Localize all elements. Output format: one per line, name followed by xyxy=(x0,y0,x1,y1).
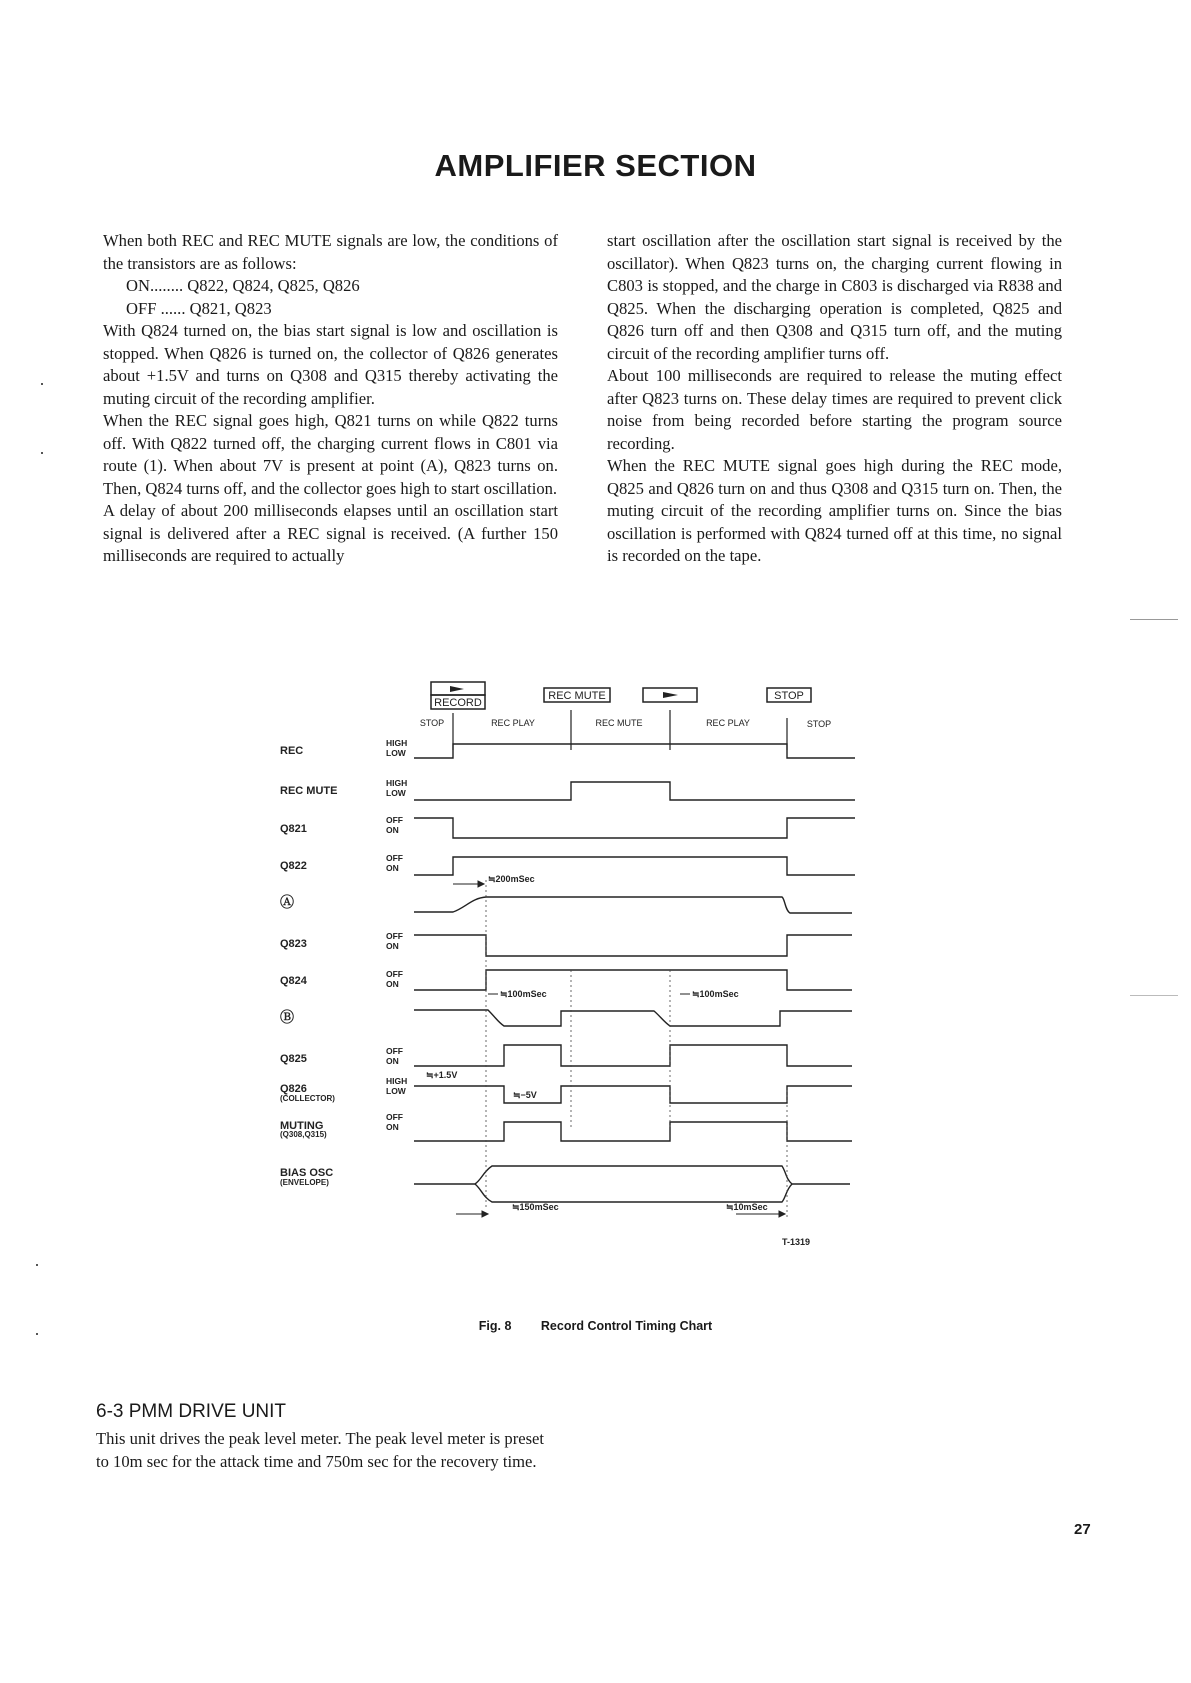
level-label: HIGH xyxy=(386,778,408,788)
wave-point-a xyxy=(414,897,852,913)
paragraph: start oscillation after the oscillation start signal is received by the oscillator). When Q823 turns on, the charging current flowing in C803 is stopped, and the charge in C803 is discharged via R838 and Q825. When the discharging operation is completed, Q825 and Q826 turn off and then Q308 and Q315 turn off, and the muting circuit of the recording amplifier turns off. xyxy=(607,231,1062,363)
waveforms xyxy=(414,744,855,1202)
play-button-box xyxy=(643,688,697,702)
off-list: OFF ...... Q821, Q823 xyxy=(126,298,272,318)
guides xyxy=(486,880,787,1218)
wave-q825 xyxy=(414,1045,852,1066)
paragraph: A delay of about 200 milliseconds elapses until an oscillation start signal is delivered after a REC signal is received. (A further 150 milliseconds are required to actually xyxy=(103,501,558,565)
level-label: HIGH xyxy=(386,738,408,748)
annotation-plus-1-5v: ≒+1.5V xyxy=(426,1070,458,1080)
stop-button-box xyxy=(767,688,811,702)
stop-label: STOP xyxy=(774,690,804,702)
figure-caption xyxy=(0,1319,1191,1333)
level-label: ON xyxy=(386,863,399,873)
signal-label-rec-mute: REC MUTE xyxy=(280,785,338,797)
level-label: ON xyxy=(386,1122,399,1132)
figure-id: T-1319 xyxy=(782,1237,811,1247)
page-number: 27 xyxy=(1074,1521,1091,1538)
left-column xyxy=(103,230,558,568)
wave-q824 xyxy=(414,970,852,990)
play-icon xyxy=(450,686,464,692)
phase-label: STOP xyxy=(806,719,832,729)
scan-mark xyxy=(1130,619,1178,620)
annotation-150msec: ≒150mSec xyxy=(512,1202,559,1212)
right-column xyxy=(607,230,1062,568)
level-label: OFF xyxy=(386,931,403,941)
wave-bias-osc-lower xyxy=(475,1184,792,1202)
rec-mute-button-box xyxy=(544,688,610,702)
level-label: LOW xyxy=(386,788,406,798)
section-body: This unit drives the peak level meter. The peak level meter is preset to 10m sec for the attack time and 750m sec for the recovery time. xyxy=(96,1429,545,1471)
level-label: OFF xyxy=(386,1046,403,1056)
scan-mark xyxy=(1130,995,1178,996)
figure-number: Fig. 8 xyxy=(478,1319,512,1333)
record-label: RECORD xyxy=(434,697,482,709)
page-title: AMPLIFIER SECTION xyxy=(434,148,757,183)
signal-sublabel: (COLLECTOR) xyxy=(280,1094,335,1103)
annotation-100msec: ≒100mSec xyxy=(500,989,547,999)
annotation-10msec: ≒10mSec xyxy=(726,1202,768,1212)
wave-muting xyxy=(414,1122,852,1141)
signal-sublabel: (ENVELOPE) xyxy=(280,1178,329,1187)
paragraph: With Q824 turned on, the bias start signal is low and oscillation is stopped. When Q826 is turned on, the collector of Q826 generates about +1.5V and turns on Q308 and Q315 thereby activating the muting circuit of the recording amplifier. xyxy=(103,321,558,408)
wave-point-b xyxy=(414,1010,852,1026)
paragraph: When both REC and REC MUTE signals are low, the conditions of the transistors are as follows: xyxy=(103,231,558,273)
signal-label-q822: Q822 xyxy=(280,860,307,872)
signal-label-rec: REC xyxy=(280,745,304,757)
level-label: OFF xyxy=(386,1112,403,1122)
level-label: HIGH xyxy=(386,1076,408,1086)
signal-label-q825: Q825 xyxy=(280,1053,307,1065)
wave-q823 xyxy=(414,935,852,956)
wave-bias-osc xyxy=(414,1166,850,1184)
record-button-box xyxy=(431,682,485,709)
section-heading: 6-3 PMM DRIVE UNIT xyxy=(96,1401,287,1422)
level-label: LOW xyxy=(386,748,406,758)
level-label: OFF xyxy=(386,853,403,863)
signal-label-muting: MUTING xyxy=(280,1120,324,1132)
signal-label-q826: Q826 xyxy=(280,1083,307,1095)
level-label: OFF xyxy=(386,969,403,979)
signal-label-q824: Q824 xyxy=(280,975,307,987)
rec-mute-label: REC MUTE xyxy=(548,690,606,702)
signal-label-point-a: Ⓐ xyxy=(280,894,294,910)
phase-label: REC PLAY xyxy=(491,718,535,728)
level-label: ON xyxy=(386,979,399,989)
on-list: ON........ Q822, Q824, Q825, Q826 xyxy=(126,276,360,295)
annotation-100msec: ≒100mSec xyxy=(692,989,739,999)
scan-mark xyxy=(36,1264,38,1266)
level-label: ON xyxy=(386,825,399,835)
level-label: ON xyxy=(386,941,399,951)
level-label: ON xyxy=(386,1056,399,1066)
wave-rec xyxy=(414,744,855,758)
paragraph: When the REC MUTE signal goes high during the REC mode, Q825 and Q826 turn on and thus Q308 and Q315 turn on. Then, the muting circuit of the recording amplifier turns on. Since the bias oscillation is performed with Q824 turned off at this time, no signal is recorded on the tape. xyxy=(607,456,1062,565)
signal-label-q823: Q823 xyxy=(280,938,307,950)
scan-mark xyxy=(41,452,43,454)
timing-chart xyxy=(260,670,860,1260)
wave-q822 xyxy=(414,857,855,875)
scan-mark xyxy=(36,1333,38,1335)
wave-rec-mute xyxy=(414,782,855,800)
signal-label-bias-osc: BIAS OSC xyxy=(280,1167,334,1179)
paragraph: When the REC signal goes high, Q821 turns on while Q822 turns off. With Q822 turned off, the charging current flows in C801 via route (1). When about 7V is present at point (A), Q823 turns on. Then, Q824 turns off, and the collector goes high to start oscillation. xyxy=(103,411,558,498)
annotation-minus-5v: ≒−5V xyxy=(513,1090,537,1100)
signal-sublabel: (Q308,Q315) xyxy=(280,1130,327,1139)
play-icon xyxy=(663,692,678,698)
scan-mark xyxy=(41,383,43,385)
annotation-200msec: ≒200mSec xyxy=(488,874,535,884)
wave-q826 xyxy=(414,1086,852,1103)
level-label: LOW xyxy=(386,1086,406,1096)
phase-label: REC PLAY xyxy=(706,718,750,728)
signal-label-q821: Q821 xyxy=(280,823,307,835)
signal-label-point-b: Ⓑ xyxy=(280,1009,294,1025)
level-label: OFF xyxy=(386,815,403,825)
figure-title: Record Control Timing Chart xyxy=(540,1319,713,1333)
wave-q821 xyxy=(414,818,855,838)
phase-label: STOP xyxy=(419,718,445,728)
phase-label: REC MUTE xyxy=(595,718,643,728)
paragraph: About 100 milliseconds are required to release the muting effect after Q823 turns on. These delay times are required to prevent click noise from being recorded before starting the program source recording. xyxy=(607,366,1062,453)
